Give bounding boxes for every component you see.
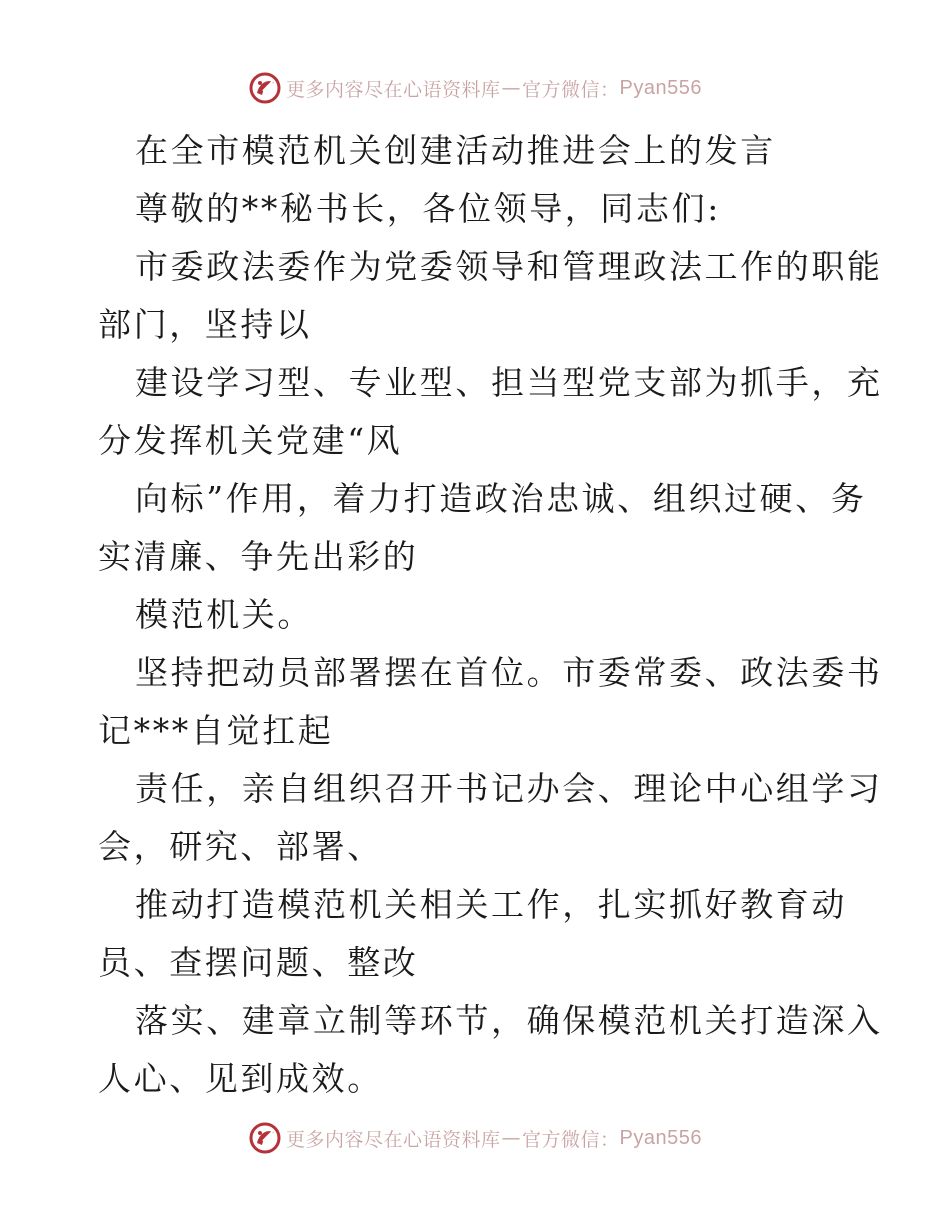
paragraph-line: 坚持把动员部署摆在首位。市委常委、政法委书 bbox=[135, 653, 883, 692]
watermark-separator: — bbox=[501, 77, 522, 99]
document-title: 在全市模范机关创建活动推进会上的发言 bbox=[135, 131, 776, 170]
watermark-text: 更多内容尽在心语资料库 bbox=[286, 78, 501, 101]
paragraph-line: 会，研究、部署、 bbox=[98, 827, 383, 866]
watermark-contact-label: 官方微信： bbox=[522, 1128, 620, 1151]
paragraph-line: 建设学习型、专业型、担当型党支部为抓手，充 bbox=[135, 363, 883, 402]
paragraph-line: 模范机关。 bbox=[135, 595, 313, 634]
paragraph-line: 分发挥机关党建“风 bbox=[98, 421, 403, 460]
footer-watermark bbox=[0, 1118, 950, 1158]
paragraph-line: 实清廉、争先出彩的 bbox=[98, 537, 419, 576]
paragraph-line: 部门，坚持以 bbox=[98, 305, 312, 344]
paragraph-line: 员、查摆问题、整改 bbox=[98, 943, 419, 982]
paragraph-line: 人心、见到成效。 bbox=[98, 1059, 383, 1098]
watermark-contact-id: Pyan556 bbox=[619, 1126, 702, 1149]
watermark-contact-label: 官方微信： bbox=[522, 78, 620, 101]
paragraph-line: 责任，亲自组织召开书记办会、理论中心组学习 bbox=[135, 769, 883, 808]
red-swirl-logo-icon bbox=[248, 1121, 282, 1155]
paragraph-line: 尊敬的**秘书长，各位领导，同志们: bbox=[135, 189, 721, 228]
header-watermark bbox=[0, 68, 950, 108]
document-body bbox=[98, 122, 883, 1108]
paragraph-line: 落实、建章立制等环节，确保模范机关打造深入 bbox=[135, 1001, 883, 1040]
watermark-contact-id: Pyan556 bbox=[619, 76, 702, 99]
red-swirl-logo-icon bbox=[248, 71, 282, 105]
paragraph-line: 向标”作用，着力打造政治忠诚、组织过硬、务 bbox=[135, 479, 867, 518]
watermark-text: 更多内容尽在心语资料库 bbox=[286, 1128, 501, 1151]
paragraph-line: 推动打造模范机关相关工作，扎实抓好教育动 bbox=[135, 885, 847, 924]
paragraph-line: 市委政法委作为党委领导和管理政法工作的职能 bbox=[135, 247, 883, 286]
paragraph-line: 记***自觉扛起 bbox=[98, 711, 334, 750]
watermark-separator: — bbox=[501, 1127, 522, 1149]
